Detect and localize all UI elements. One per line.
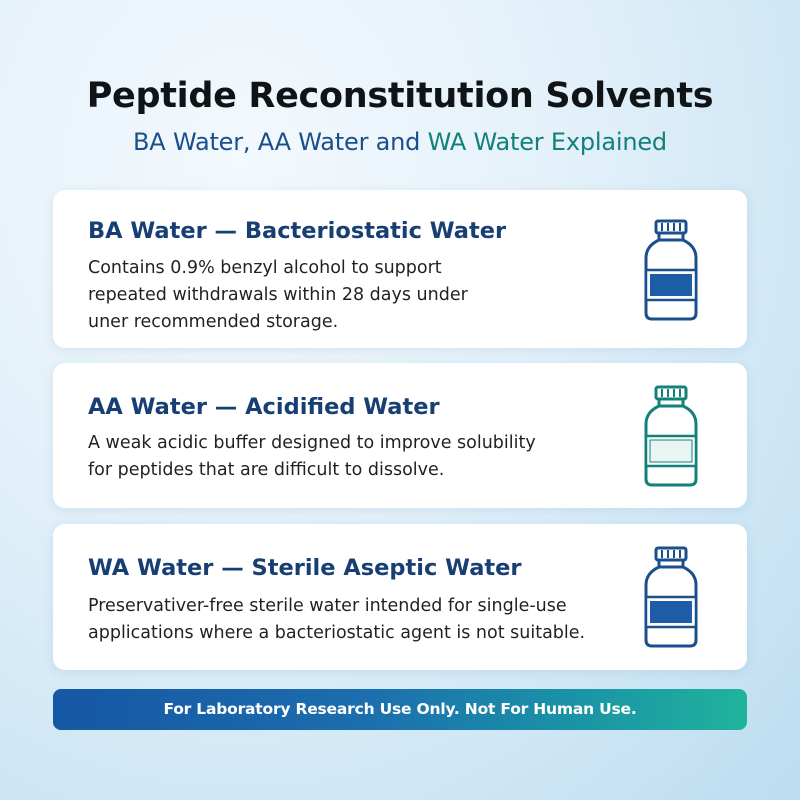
card-description-line: for peptides that are difficult to dissolve. xyxy=(88,460,445,480)
solvent-card-aa-water xyxy=(53,363,747,508)
bottle-icon xyxy=(641,384,701,488)
card-description-line: A weak acidic buffer designed to improve solubility xyxy=(88,433,536,453)
card-title: WA Water — Sterile Aseptic Water xyxy=(88,555,522,581)
card-description-line: uner recommended storage. xyxy=(88,312,339,332)
card-description xyxy=(88,255,468,336)
card-description-line: Contains 0.9% benzyl alcohol to support xyxy=(88,258,442,278)
bottle-icon xyxy=(641,218,701,322)
card-description-line: Preservativer-free sterile water intended for single-use xyxy=(88,596,567,616)
page-title: Peptide Reconstitution Solvents xyxy=(86,76,714,116)
card-title: AA Water — Acidified Water xyxy=(88,394,440,420)
subtitle-part-teal: WA Water Explained xyxy=(427,128,667,156)
card-description-line: repeated withdrawals within 28 days under xyxy=(88,285,468,305)
card-description xyxy=(88,430,536,484)
page-subtitle xyxy=(0,128,800,156)
solvent-card-wa-water xyxy=(53,524,747,670)
card-title: BA Water — Bacteriostatic Water xyxy=(88,218,507,244)
card-description-line: applications where a bacteriostatic agent is not suitable. xyxy=(88,623,586,643)
solvent-card-ba-water xyxy=(53,190,747,348)
card-description xyxy=(88,593,585,647)
subtitle-part-navy: BA Water, AA Water and xyxy=(133,128,428,156)
research-use-notice-bar: For Laboratory Research Use Only. Not For Human Use. xyxy=(53,689,747,730)
bottle-icon xyxy=(641,545,701,649)
